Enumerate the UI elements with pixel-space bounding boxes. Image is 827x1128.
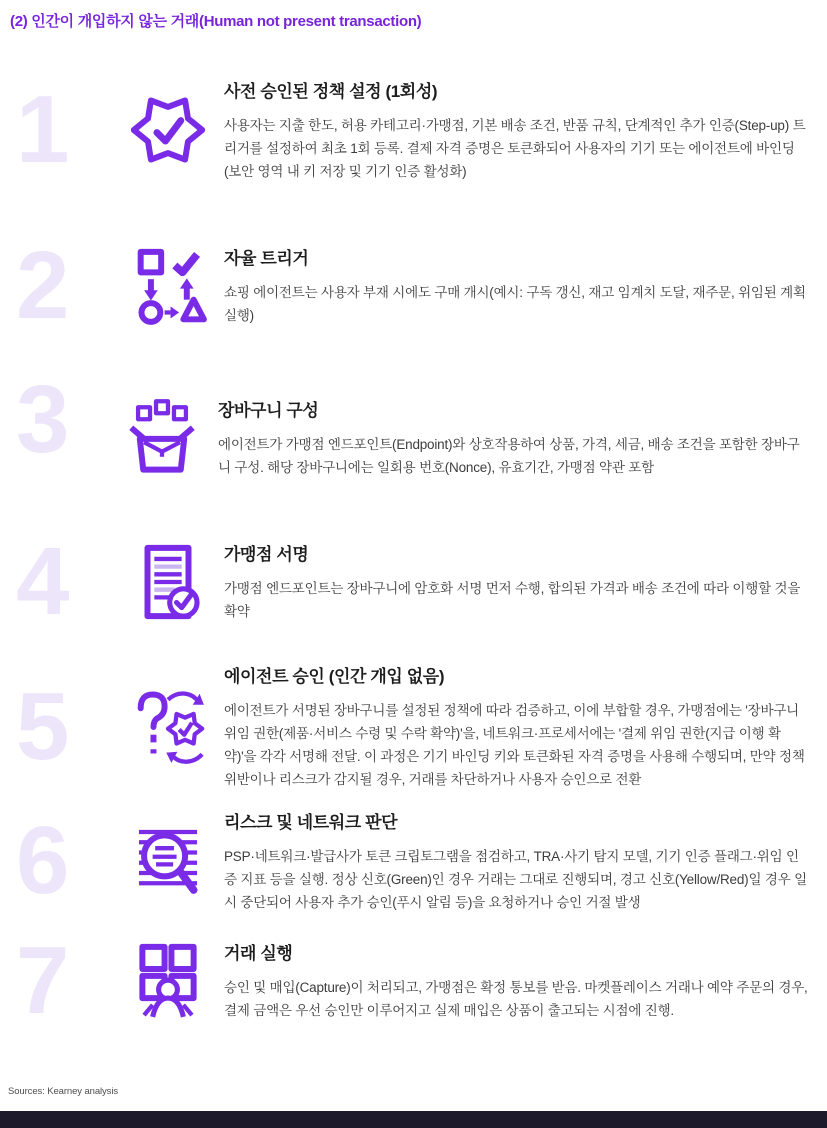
decision-gear-icon xyxy=(112,686,224,768)
step-body: 에이전트가 서명된 장바구니를 설정된 정책에 따라 검증하고, 이에 부합할 경우, 가맹점에는 '장바구니 위임 권한(제품·서비스 수령 및 수락 확약)'을, 네트워크·프로세서에는 '결제 위임 권한(지급 이행 확약)'을 각각 서명해 전달. 이 과정은 기기 바인딩 키와 토큰화된 자격 증명을 사용해 수행되며, 만약 정책 위반이나 리스크가 감지될 경우, 거래를 차단하거나 사용자 승인으로 전환 xyxy=(224,703,805,788)
gear-check-icon xyxy=(112,89,224,171)
step-text xyxy=(224,77,815,184)
step-item-6 xyxy=(10,808,815,915)
step-text xyxy=(218,396,815,480)
risk-scan-icon xyxy=(112,820,224,902)
step-title: 거래 실행 xyxy=(224,944,293,964)
transaction-execution-icon xyxy=(112,940,224,1022)
step-number: 1 xyxy=(16,76,70,184)
step-text xyxy=(224,244,815,328)
steps-list xyxy=(10,76,815,1034)
step-number: 4 xyxy=(16,528,70,635)
step-number: 2 xyxy=(16,231,70,339)
step-text xyxy=(224,662,815,792)
step-body: 사용자는 지출 한도, 허용 카테고리·가맹점, 기본 배송 조건, 반품 규칙, 단계적인 추가 인증(Step-up) 트리거를 설정하여 최초 1회 등록. 결제 자격 증명은 토큰화되어 사용자의 기기 또는 에이전트에 바인딩 (보안 영역 내 키 저장 및 기기 인증 활성화) xyxy=(224,118,806,179)
signed-document-icon xyxy=(112,541,224,623)
step-title: 리스크 및 네트워크 판단 xyxy=(224,813,398,833)
step-body: 에이전트가 가맹점 엔드포인트(Endpoint)와 상호작용하여 상품, 가격, 세금, 배송 조건을 포함한 장바구니 구성. 해당 장바구니에는 일회용 번호(Nonce), 유효기간, 가맹점 약관 포함 xyxy=(218,437,800,476)
step-title: 에이전트 승인 (인간 개입 없음) xyxy=(224,667,445,687)
step-body: 가맹점 엔드포인트는 장바구니에 암호화 서명 먼저 수행, 합의된 가격과 배송 조건에 따라 이행할 것을 확약 xyxy=(224,581,801,620)
step-item-2 xyxy=(10,231,815,339)
step-text xyxy=(224,540,815,624)
step-number: 7 xyxy=(16,926,70,1034)
step-body: PSP·네트워크·발급사가 토큰 크립토그램을 점검하고, TRA·사기 탐지 모델, 기기 인증 플래그·위임 인증 지표 등을 실행. 정상 신호(Green)인 경우 거래는 그대로 진행되며, 경고 신호(Yellow/Red)일 경우 일시 중단되어 사용자 추가 승인(푸시 알림 등)을 요청하거나 승인 거절 발생 xyxy=(224,849,807,910)
step-number: 5 xyxy=(16,673,70,781)
step-item-7 xyxy=(10,926,815,1034)
step-title: 사전 승인된 정책 설정 (1회성) xyxy=(224,82,438,101)
step-title: 장바구니 구성 xyxy=(218,401,319,421)
step-text xyxy=(224,808,815,915)
step-item-1 xyxy=(10,77,815,184)
page-title: (2) 인간이 개입하지 않는 거래(Human not present transaction) xyxy=(10,13,422,30)
step-body: 쇼핑 에이전트는 사용자 부재 시에도 구매 개시(예시: 구독 갱신, 재고 임계치 도달, 재주문, 위임된 계획 실행) xyxy=(224,285,806,323)
source-note: Sources: Kearney analysis xyxy=(8,1086,118,1097)
step-item-4 xyxy=(10,528,815,635)
step-item-3 xyxy=(10,396,815,480)
step-number: 3 xyxy=(16,366,70,473)
step-title: 자율 트리거 xyxy=(224,249,309,269)
cart-box-icon xyxy=(106,397,218,479)
workflow-shapes-icon xyxy=(112,245,224,327)
step-number: 6 xyxy=(16,807,70,915)
step-title: 가맹점 서명 xyxy=(224,545,309,565)
step-text xyxy=(224,939,815,1023)
step-body: 승인 및 매입(Capture)이 처리되고, 가맹점은 확정 통보를 받음. 마켓플레이스 거래나 예약 주문의 경우, 결제 금액은 우선 승인만 이루어지고 실제 매입은 상품이 출고되는 시점에 진행. xyxy=(224,980,808,1019)
footer-bar xyxy=(0,1111,827,1128)
step-item-5 xyxy=(10,662,815,792)
